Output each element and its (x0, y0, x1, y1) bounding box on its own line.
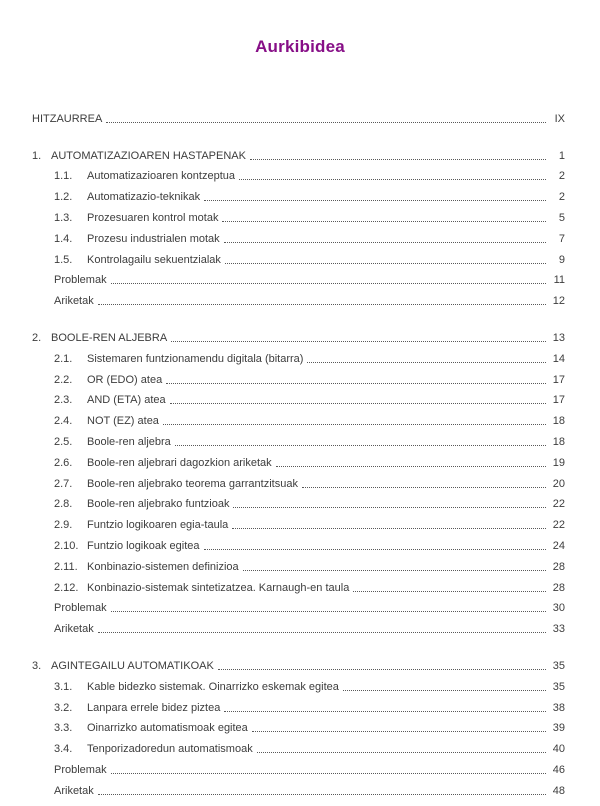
page-number: 18 (552, 435, 565, 448)
toc-entry-2-1[interactable] (32, 345, 565, 366)
dotted-leader (166, 383, 546, 384)
dotted-leader (98, 794, 546, 795)
toc-entry-1-4[interactable] (32, 225, 565, 246)
page-number: 35 (552, 680, 565, 693)
page-number: 35 (552, 659, 565, 672)
page-number: 5 (558, 211, 565, 224)
entry-label: Prozesu industrialen motak (87, 232, 220, 245)
page-number: 17 (552, 373, 565, 386)
entry-label: Konbinazio-sistemak sintetizatzea. Karnaugh-en taula (87, 581, 350, 594)
toc-entry-2-11[interactable] (32, 553, 565, 574)
entry-label: Sistemaren funtzionamendu digitala (bitarra) (87, 352, 304, 365)
entry-label: Konbinazio-sistemen definizioa (87, 560, 239, 573)
dotted-leader (233, 507, 546, 508)
dotted-leader (111, 611, 546, 612)
entry-number: 3.4. (54, 743, 73, 756)
entry-label: AND (ETA) atea (87, 394, 166, 407)
page-number: 19 (552, 456, 565, 469)
page-number: 48 (552, 784, 565, 797)
entry-label: Lanpara errele bidez piztea (87, 701, 221, 714)
entry-label: Ariketak (54, 784, 94, 797)
toc-entry-1-3[interactable] (32, 204, 565, 225)
page-number: 24 (552, 539, 565, 552)
toc-entry-problemak-1[interactable] (32, 267, 565, 288)
entry-label: Tenporizadoredun automatismoak (87, 743, 253, 756)
entry-number: 2.11. (54, 560, 78, 573)
page-number: 22 (552, 498, 565, 511)
page-number: 17 (552, 394, 565, 407)
dotted-leader (302, 487, 546, 488)
toc-chapter-2-heading[interactable] (32, 324, 565, 345)
page-number: 28 (552, 560, 565, 573)
dotted-leader (204, 549, 546, 550)
entry-number: 2.7. (54, 477, 73, 490)
entry-number: 2.4. (54, 415, 73, 428)
entry-number: 2.6. (54, 456, 73, 469)
chapter-number: 2. (32, 331, 42, 344)
dotted-leader (276, 466, 546, 467)
entry-number: 2.2. (54, 373, 73, 386)
page-number: 38 (552, 701, 565, 714)
entry-label: Ariketak (54, 623, 94, 636)
toc-entry-2-10[interactable] (32, 532, 565, 553)
page-number: 1 (558, 149, 565, 162)
dotted-leader (353, 591, 546, 592)
entry-label: Kontrolagailu sekuentzialak (87, 253, 221, 266)
chapter-number: 1. (32, 149, 42, 162)
table-of-contents (32, 105, 565, 798)
entry-label: HITZAURREA (32, 112, 103, 125)
dotted-leader (307, 362, 546, 363)
chapter-number: 3. (32, 659, 42, 672)
entry-number: 2.12. (54, 581, 79, 594)
chapter-title: AUTOMATIZAZIOAREN HASTAPENAK (51, 149, 246, 162)
page-number: 2 (558, 191, 565, 204)
chapter-title: AGINTEGAILU AUTOMATIKOAK (51, 659, 214, 672)
toc-entry-1-5[interactable] (32, 246, 565, 267)
entry-label: Funtzio logikoaren egia-taula (87, 519, 229, 532)
dotted-leader (257, 752, 546, 753)
dotted-leader (222, 221, 546, 222)
dotted-leader (224, 242, 546, 243)
entry-label: Funtzio logikoak egitea (87, 539, 200, 552)
page-number: 40 (552, 743, 565, 756)
toc-entry-2-12[interactable] (32, 574, 565, 595)
dotted-leader (175, 445, 546, 446)
page-title: Aurkibidea (255, 37, 345, 56)
entry-number: 3.1. (54, 680, 73, 693)
entry-number: 1.1. (54, 170, 73, 183)
entry-label: Prozesuaren kontrol motak (87, 211, 219, 224)
toc-entry-3-1[interactable] (32, 673, 565, 694)
dotted-leader (239, 179, 546, 180)
entry-number: 2.1. (54, 352, 73, 365)
page-number: 18 (552, 415, 565, 428)
toc-entry-ariketak-1[interactable] (32, 287, 565, 308)
page-number: 30 (552, 602, 565, 615)
entry-label: Boole-ren aljebrako funtzioak (87, 498, 230, 511)
toc-entry-2-7[interactable] (32, 470, 565, 491)
toc-entry-2-3[interactable] (32, 387, 565, 408)
page-number: 14 (552, 352, 565, 365)
entry-label: Problemak (54, 763, 107, 776)
entry-label: Problemak (54, 274, 107, 287)
entry-label: Oinarrizko automatismoak egitea (87, 722, 248, 735)
entry-number: 3.2. (54, 701, 73, 714)
entry-label: Kable bidezko sistemak. Oinarrizko eskemak egitea (87, 680, 339, 693)
entry-label: OR (EDO) atea (87, 373, 163, 386)
dotted-leader (111, 773, 546, 774)
dotted-leader (243, 570, 546, 571)
toc-entry-2-2[interactable] (32, 366, 565, 387)
entry-label: Automatizazio-teknikak (87, 191, 201, 204)
entry-label: NOT (EZ) atea (87, 415, 159, 428)
page-number: 9 (558, 253, 565, 266)
dotted-leader (250, 159, 546, 160)
dotted-leader (232, 528, 546, 529)
dotted-leader (225, 263, 546, 264)
toc-entry-3-4[interactable] (32, 735, 565, 756)
entry-number: 2.10. (54, 539, 79, 552)
entry-label: Ariketak (54, 295, 94, 308)
toc-entry-problemak-2[interactable] (32, 595, 565, 616)
page-number: 33 (552, 623, 565, 636)
dotted-leader (111, 283, 546, 284)
page-number: 2 (558, 170, 565, 183)
page-number: 39 (552, 722, 565, 735)
toc-entry-ariketak-3[interactable] (32, 777, 565, 798)
page-number: 11 (553, 274, 565, 287)
page-number: 28 (552, 581, 565, 594)
dotted-leader (163, 424, 546, 425)
dotted-leader (170, 403, 546, 404)
dotted-leader (343, 690, 546, 691)
page-number: 22 (552, 519, 565, 532)
toc-entry-hitzaurrea[interactable] (32, 105, 565, 126)
dotted-leader (252, 731, 546, 732)
page-number: 13 (552, 331, 565, 344)
toc-entry-2-6[interactable] (32, 449, 565, 470)
dotted-leader (106, 122, 546, 123)
page-number: 46 (552, 763, 565, 776)
entry-label: Boole-ren aljebrako teorema garrantzitsuak (87, 477, 298, 490)
toc-entry-2-5[interactable] (32, 428, 565, 449)
entry-label: Boole-ren aljebra (87, 435, 171, 448)
toc-entry-1-2[interactable] (32, 183, 565, 204)
dotted-leader (224, 711, 546, 712)
toc-entry-problemak-3[interactable] (32, 756, 565, 777)
entry-label: Boole-ren aljebrari dagozkion ariketak (87, 456, 272, 469)
entry-number: 2.5. (54, 435, 73, 448)
dotted-leader (218, 669, 546, 670)
entry-number: 1.2. (54, 191, 73, 204)
toc-entry-2-4[interactable] (32, 407, 565, 428)
entry-number: 2.8. (54, 498, 73, 511)
toc-entry-2-9[interactable] (32, 511, 565, 532)
toc-chapter-1-heading[interactable] (32, 142, 565, 163)
entry-number: 1.4. (54, 232, 73, 245)
entry-number: 2.9. (54, 519, 73, 532)
dotted-leader (98, 632, 546, 633)
toc-entry-3-3[interactable] (32, 715, 565, 736)
entry-number: 1.5. (54, 253, 73, 266)
dotted-leader (204, 200, 546, 201)
toc-entry-2-8[interactable] (32, 491, 565, 512)
entry-number: 1.3. (54, 211, 73, 224)
page-number: 7 (558, 232, 565, 245)
toc-entry-1-1[interactable] (32, 163, 565, 184)
entry-label: Problemak (54, 602, 107, 615)
toc-entry-ariketak-2[interactable] (32, 615, 565, 636)
toc-entry-3-2[interactable] (32, 694, 565, 715)
page-number: 20 (552, 477, 565, 490)
entry-label: Automatizazioaren kontzeptua (87, 170, 235, 183)
dotted-leader (98, 304, 546, 305)
chapter-title: BOOLE-REN ALJEBRA (51, 331, 168, 344)
page-number: IX (554, 112, 565, 125)
page-number: 12 (552, 295, 565, 308)
entry-number: 3.3. (54, 722, 73, 735)
entry-number: 2.3. (54, 394, 73, 407)
dotted-leader (171, 341, 546, 342)
toc-chapter-3-heading[interactable] (32, 652, 565, 673)
